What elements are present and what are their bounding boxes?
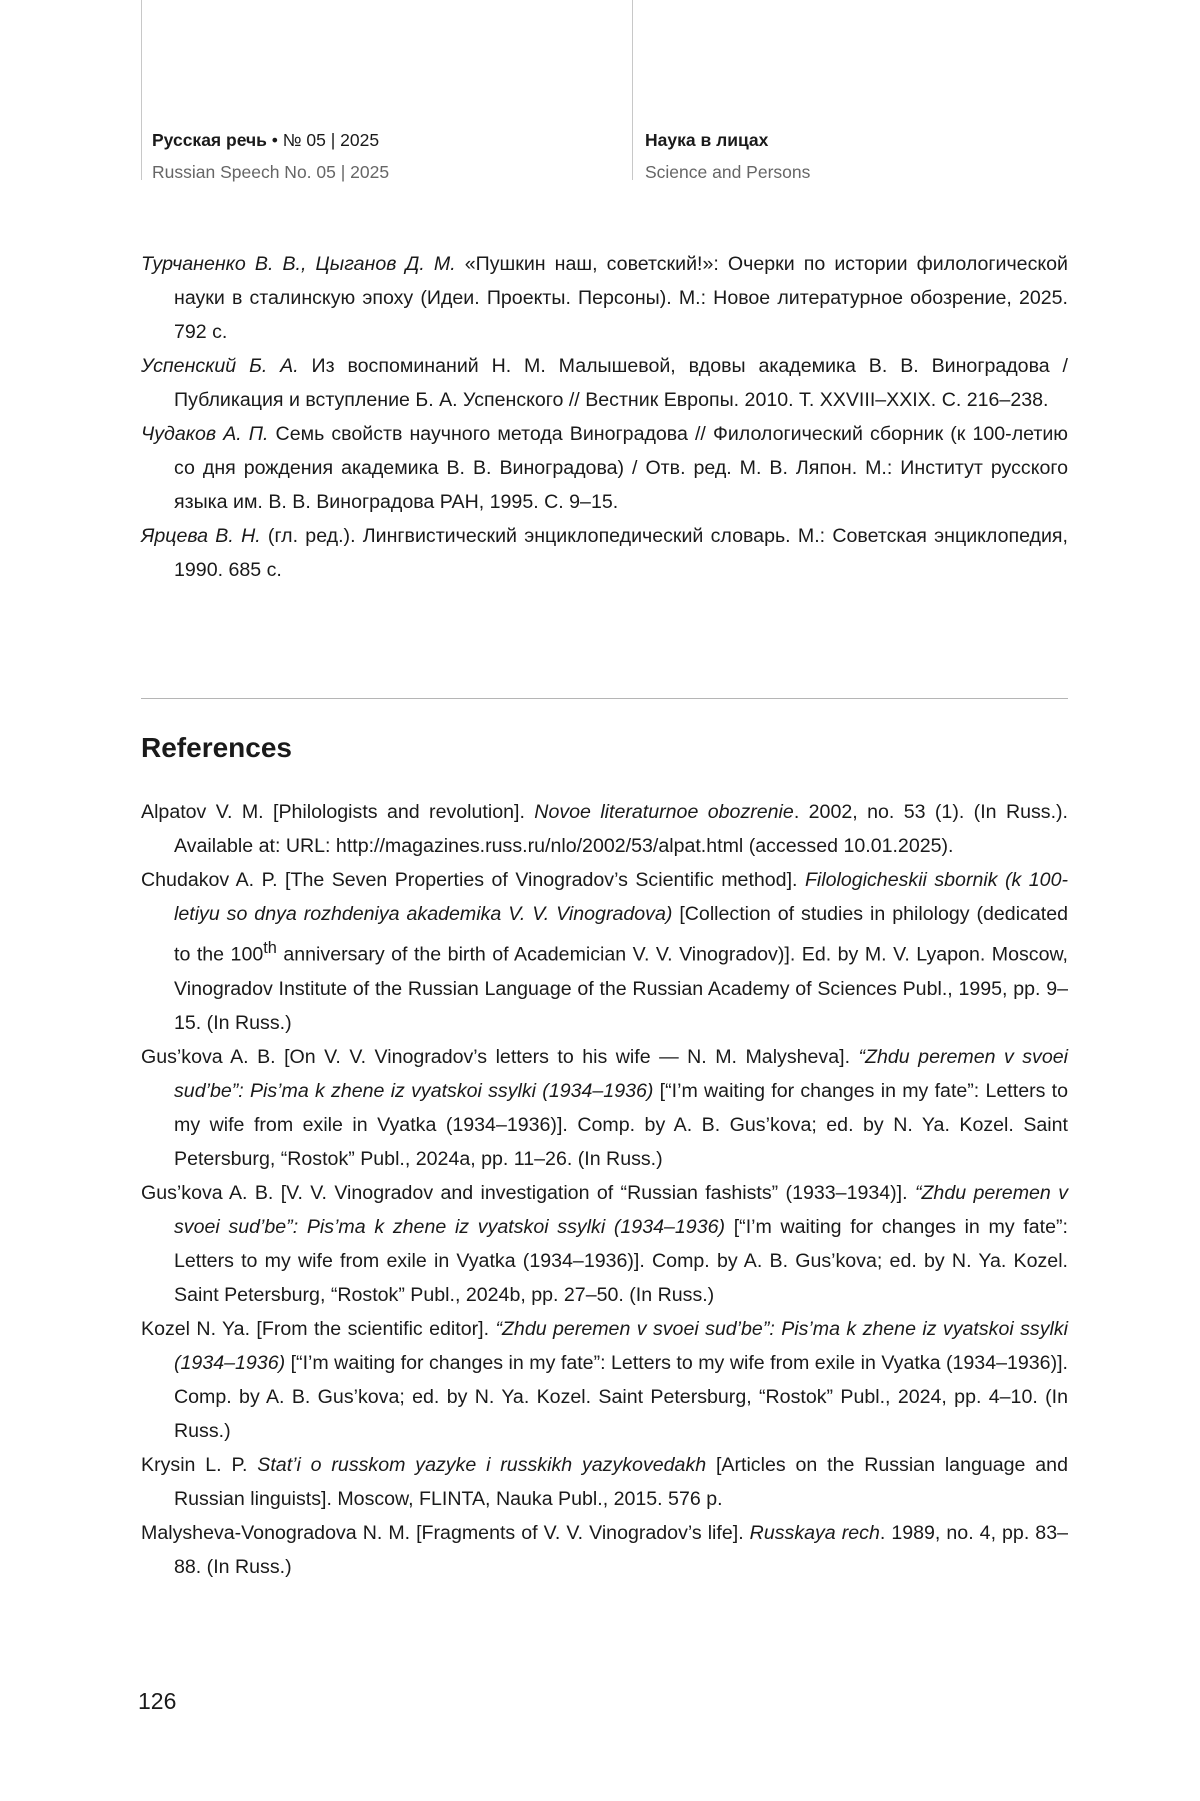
journal-title-ru: Русская речь • № 05 | 2025 [152, 130, 380, 150]
literature-entry: Успенский Б. А. Из воспоминаний Н. М. Малышевой, вдовы академика В. В. Виноградова / Публикация и вступление Б. А. Успенского // Вестник Европы. 2010. Т. XXVIII–XXIX. С. 216–238. [141, 355, 1068, 411]
header-divider-left [141, 0, 142, 180]
reference-entry: Gus’kova A. B. [On V. V. Vinogradov’s letters to his wife — N. M. Malysheva]. “Zhdu peremen v svoei sud’be”: Pis’ma k zhene iz vyatskoi ssylki (1934–1936) [“I’m waiting for changes in my fate”: Letters to my wife from exile in Vyatka (1934–1936)]. Comp. by A. B. Gus’kova; ed. by N. Ya. Kozel. Saint Petersburg, “Rostok” Publ., 2024a, pp. 11–26. (In Russ.) [141, 1045, 1069, 1170]
reference-entry: Gus’kova A. B. [V. V. Vinogradov and investigation of “Russian fashists” (1933–1934)]. “Zhdu peremen v svoei sud’be”: Pis’ma k zhene iz vyatskoi ssylki (1934–1936) [“I’m waiting for changes in my fate”: Letters to my wife from exile in Vyatka (1934–1936)]. Comp. by A. B. Gus’kova; ed. by N. Ya. Kozel. Saint Petersburg, “Rostok” Publ., 2024b, pp. 27–50. (In Russ.) [141, 1181, 1068, 1306]
reference-entry: Malysheva-Vonogradova N. M. [Fragments of V. V. Vinogradov’s life]. Russkaya rech. 1989, no. 4, pp. 83–88. (In Russ.) [141, 1521, 1068, 1578]
running-header-section [645, 124, 810, 188]
reference-entry: Alpatov V. M. [Philologists and revolution]. Novoe literaturnoe obozrenie. 2002, no. 53 (1). (In Russ.). Available at: URL: http://magazines.russ.ru/nlo/2002/53/alpat.html (accessed 10.01.2025). [141, 801, 1068, 857]
running-header-journal [152, 124, 389, 188]
header-divider-right [632, 0, 633, 180]
literature-entry: Турчаненко В. В., Цыганов Д. М. «Пушкин наш, советский!»: Очерки по истории филологической науки в сталинскую эпоху (Идеи. Проекты. Персоны). М.: Новое литературное обозрение, 2025. 792 с. [141, 253, 1069, 343]
section-title-ru: Наука в лицах [645, 130, 769, 150]
literature-entry: Ярцева В. Н. (гл. ред.). Лингвистический энциклопедический словарь. М.: Советская энциклопедия, 1990. 685 с. [141, 525, 1068, 581]
reference-entry: Chudakov A. P. [The Seven Properties of Vinogradov’s Scientific method]. Filologicheskii sbornik (k 100-letiyu so dnya rozhdeniya akademika V. V. Vinogradova) [Collection of studies in philology (dedicated to the 100th anniversary of the birth of Academician V. V. Vinogradov)]. Ed. by M. V. Lyapon. Moscow, Vinogradov Institute of the Russian Language of the Russian Academy of Sciences Publ., 1995, pp. 9–15. (In Russ.) [141, 869, 1069, 1034]
section-divider [141, 698, 1068, 699]
literature-entry: Чудаков А. П. Семь свойств научного метода Виноградова // Филологический сборник (к 100-летию со дня рождения академика В. В. Виноградова) / Отв. ред. М. В. Ляпон. М.: Институт русского языка им. В. В. Виноградова РАН, 1995. С. 9–15. [141, 423, 1068, 513]
literature-list [141, 247, 1068, 587]
page-number: 126 [138, 1688, 177, 1714]
references-heading: References [141, 732, 292, 763]
section-title-en: Science and Persons [645, 162, 811, 182]
references-list [141, 795, 1068, 1584]
reference-entry: Krysin L. P. Stat’i o russkom yazyke i russkikh yazykovedakh [Articles on the Russian language and Russian linguists]. Moscow, FLINTA, Nauka Publ., 2015. 576 p. [141, 1453, 1068, 1510]
journal-title-en: Russian Speech No. 05 | 2025 [152, 162, 390, 182]
reference-entry: Kozel N. Ya. [From the scientific editor]. “Zhdu peremen v svoei sud’be”: Pis’ma k zhene iz vyatskoi ssylki (1934–1936) [“I’m waiting for changes in my fate”: Letters to my wife from exile in Vyatka (1934–1936)]. Comp. by A. B. Gus’kova; ed. by N. Ya. Kozel. Saint Petersburg, “Rostok” Publ., 2024, pp. 4–10. (In Russ.) [141, 1317, 1068, 1442]
